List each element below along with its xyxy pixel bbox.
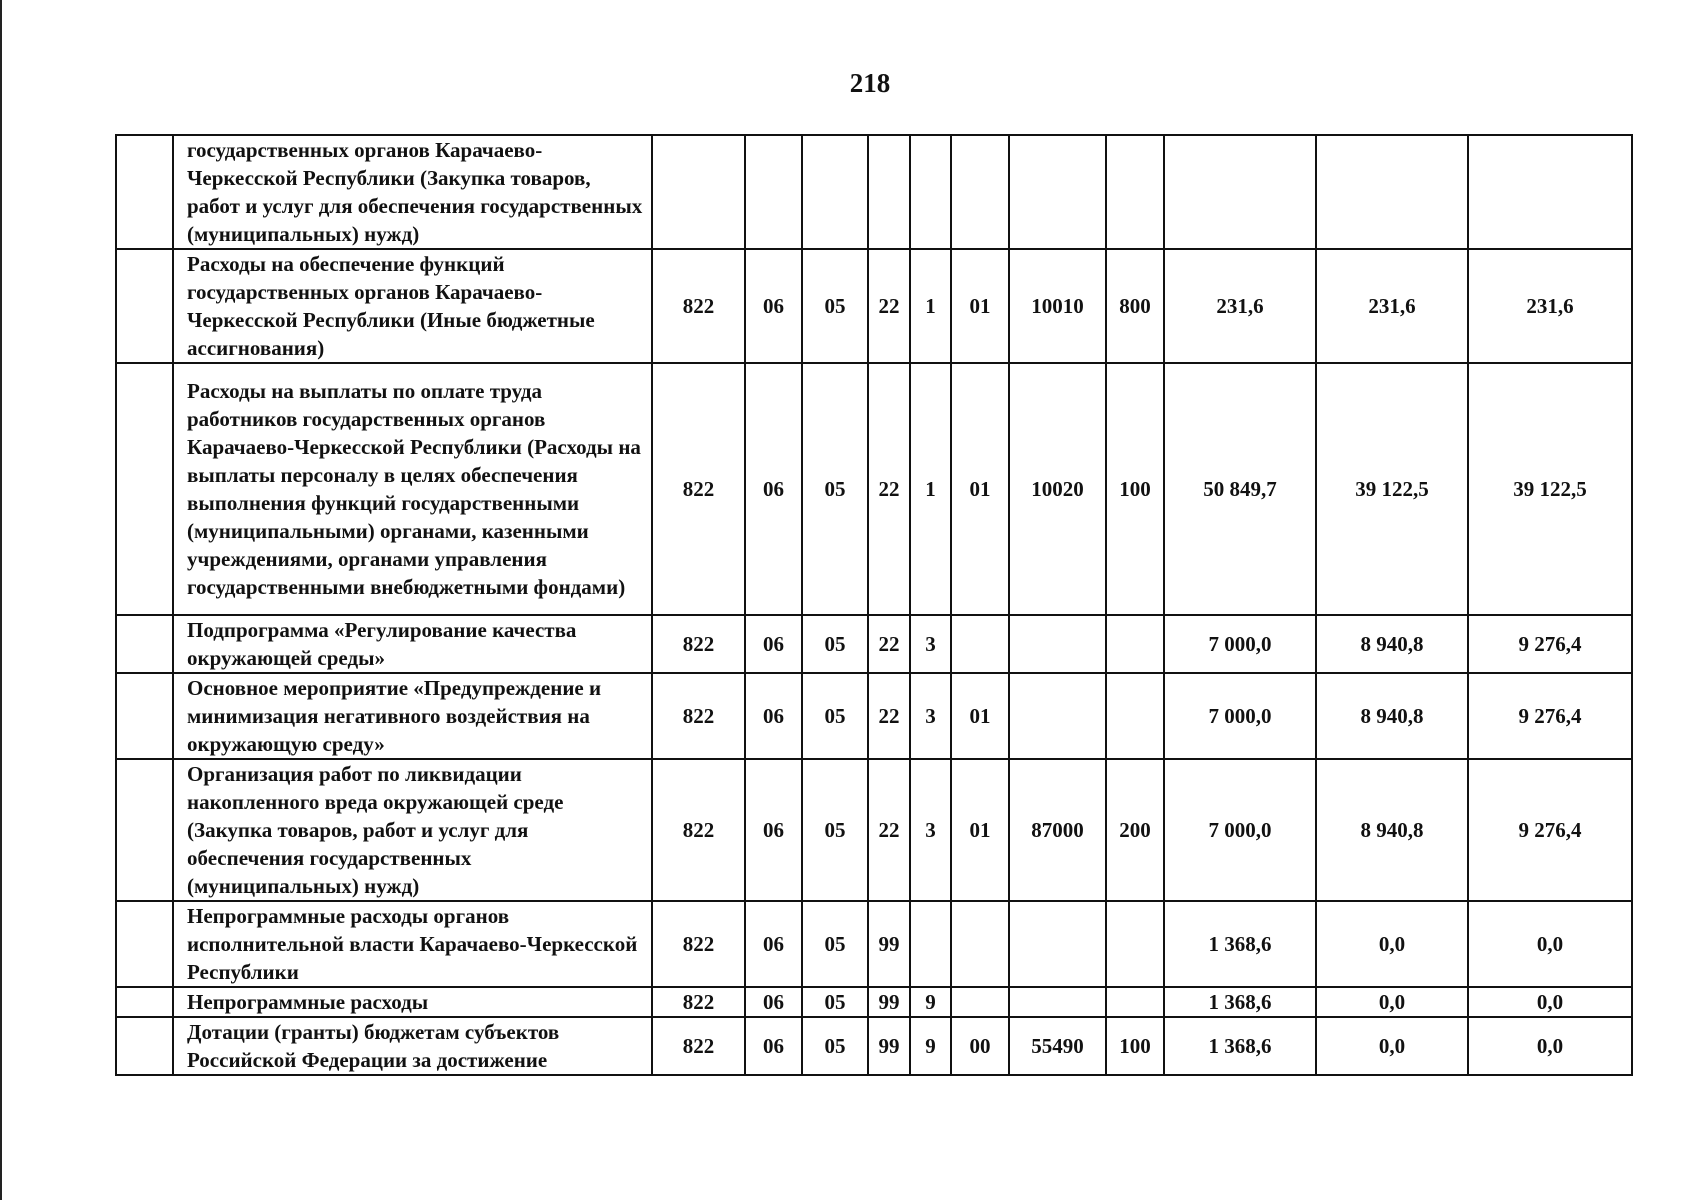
row-number-cell — [116, 673, 173, 759]
subsection-code-cell: 05 — [802, 1017, 868, 1075]
program-code-cell: 22 — [868, 363, 910, 615]
item-name-cell: Непрограммные расходы органов исполнительной власти Карачаево-Черкесской Республики — [173, 901, 652, 987]
ministry-code-cell: 822 — [652, 1017, 745, 1075]
amount-year-2-cell: 39 122,5 — [1316, 363, 1468, 615]
section-code-cell: 06 — [745, 901, 802, 987]
amount-year-3-cell: 0,0 — [1468, 1017, 1632, 1075]
row-number-cell — [116, 759, 173, 901]
budget-table — [115, 134, 1633, 1076]
ministry-code-cell: 822 — [652, 249, 745, 363]
row-number-cell — [116, 135, 173, 249]
amount-year-2-cell: 8 940,8 — [1316, 759, 1468, 901]
direction-code-cell: 87000 — [1009, 759, 1106, 901]
amount-year-1-cell: 1 368,6 — [1164, 1017, 1316, 1075]
amount-year-2-cell: 0,0 — [1316, 1017, 1468, 1075]
section-code-cell: 06 — [745, 363, 802, 615]
amount-year-3-cell: 9 276,4 — [1468, 673, 1632, 759]
subsection-code-cell: 05 — [802, 987, 868, 1017]
amount-year-3-cell: 9 276,4 — [1468, 615, 1632, 673]
subprogram-code-cell: 9 — [910, 1017, 951, 1075]
program-code-cell: 99 — [868, 901, 910, 987]
expense-type-code-cell: 100 — [1106, 363, 1164, 615]
table-row — [116, 987, 1632, 1017]
amount-year-3-cell: 39 122,5 — [1468, 363, 1632, 615]
ministry-code-cell: 822 — [652, 673, 745, 759]
table-row — [116, 615, 1632, 673]
program-code-cell: 99 — [868, 1017, 910, 1075]
subprogram-code-cell: 1 — [910, 249, 951, 363]
amount-year-1-cell: 50 849,7 — [1164, 363, 1316, 615]
section-code-cell: 06 — [745, 249, 802, 363]
section-code-cell: 06 — [745, 987, 802, 1017]
expense-type-code-cell: 200 — [1106, 759, 1164, 901]
direction-code-cell — [1009, 135, 1106, 249]
subprogram-code-cell: 9 — [910, 987, 951, 1017]
event-code-cell — [951, 615, 1009, 673]
amount-year-3-cell: 231,6 — [1468, 249, 1632, 363]
amount-year-1-cell: 7 000,0 — [1164, 759, 1316, 901]
event-code-cell — [951, 135, 1009, 249]
direction-code-cell: 55490 — [1009, 1017, 1106, 1075]
program-code-cell: 99 — [868, 987, 910, 1017]
subsection-code-cell: 05 — [802, 615, 868, 673]
program-code-cell: 22 — [868, 615, 910, 673]
ministry-code-cell: 822 — [652, 759, 745, 901]
direction-code-cell — [1009, 673, 1106, 759]
event-code-cell: 01 — [951, 673, 1009, 759]
amount-year-1-cell: 231,6 — [1164, 249, 1316, 363]
amount-year-2-cell: 231,6 — [1316, 249, 1468, 363]
amount-year-1-cell — [1164, 135, 1316, 249]
subsection-code-cell — [802, 135, 868, 249]
table-row — [116, 363, 1632, 615]
subsection-code-cell: 05 — [802, 901, 868, 987]
expense-type-code-cell — [1106, 987, 1164, 1017]
amount-year-1-cell: 7 000,0 — [1164, 673, 1316, 759]
amount-year-1-cell: 7 000,0 — [1164, 615, 1316, 673]
amount-year-2-cell: 8 940,8 — [1316, 615, 1468, 673]
program-code-cell: 22 — [868, 759, 910, 901]
event-code-cell — [951, 901, 1009, 987]
item-name-cell: Организация работ по ликвидации накопленного вреда окружающей среде (Закупка товаров, работ и услуг для обеспечения государственных (муниципальных) нужд) — [173, 759, 652, 901]
subsection-code-cell: 05 — [802, 249, 868, 363]
table-row — [116, 673, 1632, 759]
item-name-cell: государственных органов Карачаево-Черкесской Республики (Закупка товаров, работ и услуг для обеспечения государственных (муниципальных) нужд) — [173, 135, 652, 249]
section-code-cell: 06 — [745, 759, 802, 901]
row-number-cell — [116, 363, 173, 615]
amount-year-2-cell: 0,0 — [1316, 901, 1468, 987]
ministry-code-cell: 822 — [652, 987, 745, 1017]
item-name-cell: Расходы на выплаты по оплате труда работников государственных органов Карачаево-Черкесской Республики (Расходы на выплаты персоналу в целях обеспечения выполнения функций государственными (муниципальными) органами, казенными учреждениями, органами управления государственными внебюджетными фондами) — [173, 363, 652, 615]
budget-table-body — [116, 135, 1632, 1075]
subprogram-code-cell — [910, 135, 951, 249]
subsection-code-cell: 05 — [802, 363, 868, 615]
table-row — [116, 901, 1632, 987]
ministry-code-cell: 822 — [652, 615, 745, 673]
event-code-cell: 01 — [951, 759, 1009, 901]
amount-year-2-cell: 8 940,8 — [1316, 673, 1468, 759]
expense-type-code-cell: 100 — [1106, 1017, 1164, 1075]
table-row — [116, 135, 1632, 249]
direction-code-cell: 10010 — [1009, 249, 1106, 363]
direction-code-cell: 10020 — [1009, 363, 1106, 615]
ministry-code-cell — [652, 135, 745, 249]
event-code-cell: 00 — [951, 1017, 1009, 1075]
expense-type-code-cell: 800 — [1106, 249, 1164, 363]
table-row — [116, 249, 1632, 363]
subprogram-code-cell: 3 — [910, 673, 951, 759]
table-row — [116, 1017, 1632, 1075]
expense-type-code-cell — [1106, 901, 1164, 987]
amount-year-1-cell: 1 368,6 — [1164, 987, 1316, 1017]
direction-code-cell — [1009, 615, 1106, 673]
expense-type-code-cell — [1106, 615, 1164, 673]
program-code-cell — [868, 135, 910, 249]
row-number-cell — [116, 615, 173, 673]
row-number-cell — [116, 987, 173, 1017]
direction-code-cell — [1009, 987, 1106, 1017]
expense-type-code-cell — [1106, 135, 1164, 249]
section-code-cell: 06 — [745, 615, 802, 673]
scan-left-edge — [0, 0, 2, 1200]
row-number-cell — [116, 249, 173, 363]
amount-year-2-cell — [1316, 135, 1468, 249]
subsection-code-cell: 05 — [802, 673, 868, 759]
event-code-cell: 01 — [951, 363, 1009, 615]
item-name-cell: Основное мероприятие «Предупреждение и минимизация негативного воздействия на окружающую среду» — [173, 673, 652, 759]
item-name-cell: Расходы на обеспечение функций государственных органов Карачаево-Черкесской Республики (Иные бюджетные ассигнования) — [173, 249, 652, 363]
amount-year-2-cell: 0,0 — [1316, 987, 1468, 1017]
event-code-cell: 01 — [951, 249, 1009, 363]
amount-year-3-cell: 9 276,4 — [1468, 759, 1632, 901]
subprogram-code-cell — [910, 901, 951, 987]
subprogram-code-cell: 3 — [910, 615, 951, 673]
amount-year-1-cell: 1 368,6 — [1164, 901, 1316, 987]
item-name-cell: Подпрограмма «Регулирование качества окружающей среды» — [173, 615, 652, 673]
ministry-code-cell: 822 — [652, 901, 745, 987]
expense-type-code-cell — [1106, 673, 1164, 759]
row-number-cell — [116, 1017, 173, 1075]
table-row — [116, 759, 1632, 901]
subsection-code-cell: 05 — [802, 759, 868, 901]
program-code-cell: 22 — [868, 249, 910, 363]
program-code-cell: 22 — [868, 673, 910, 759]
item-name-cell: Непрограммные расходы — [173, 987, 652, 1017]
amount-year-3-cell: 0,0 — [1468, 987, 1632, 1017]
direction-code-cell — [1009, 901, 1106, 987]
amount-year-3-cell — [1468, 135, 1632, 249]
amount-year-3-cell: 0,0 — [1468, 901, 1632, 987]
subprogram-code-cell: 3 — [910, 759, 951, 901]
event-code-cell — [951, 987, 1009, 1017]
subprogram-code-cell: 1 — [910, 363, 951, 615]
section-code-cell: 06 — [745, 673, 802, 759]
row-number-cell — [116, 901, 173, 987]
section-code-cell: 06 — [745, 1017, 802, 1075]
ministry-code-cell: 822 — [652, 363, 745, 615]
section-code-cell — [745, 135, 802, 249]
page-number: 218 — [849, 68, 891, 98]
item-name-cell: Дотации (гранты) бюджетам субъектов Российской Федерации за достижение — [173, 1017, 652, 1075]
